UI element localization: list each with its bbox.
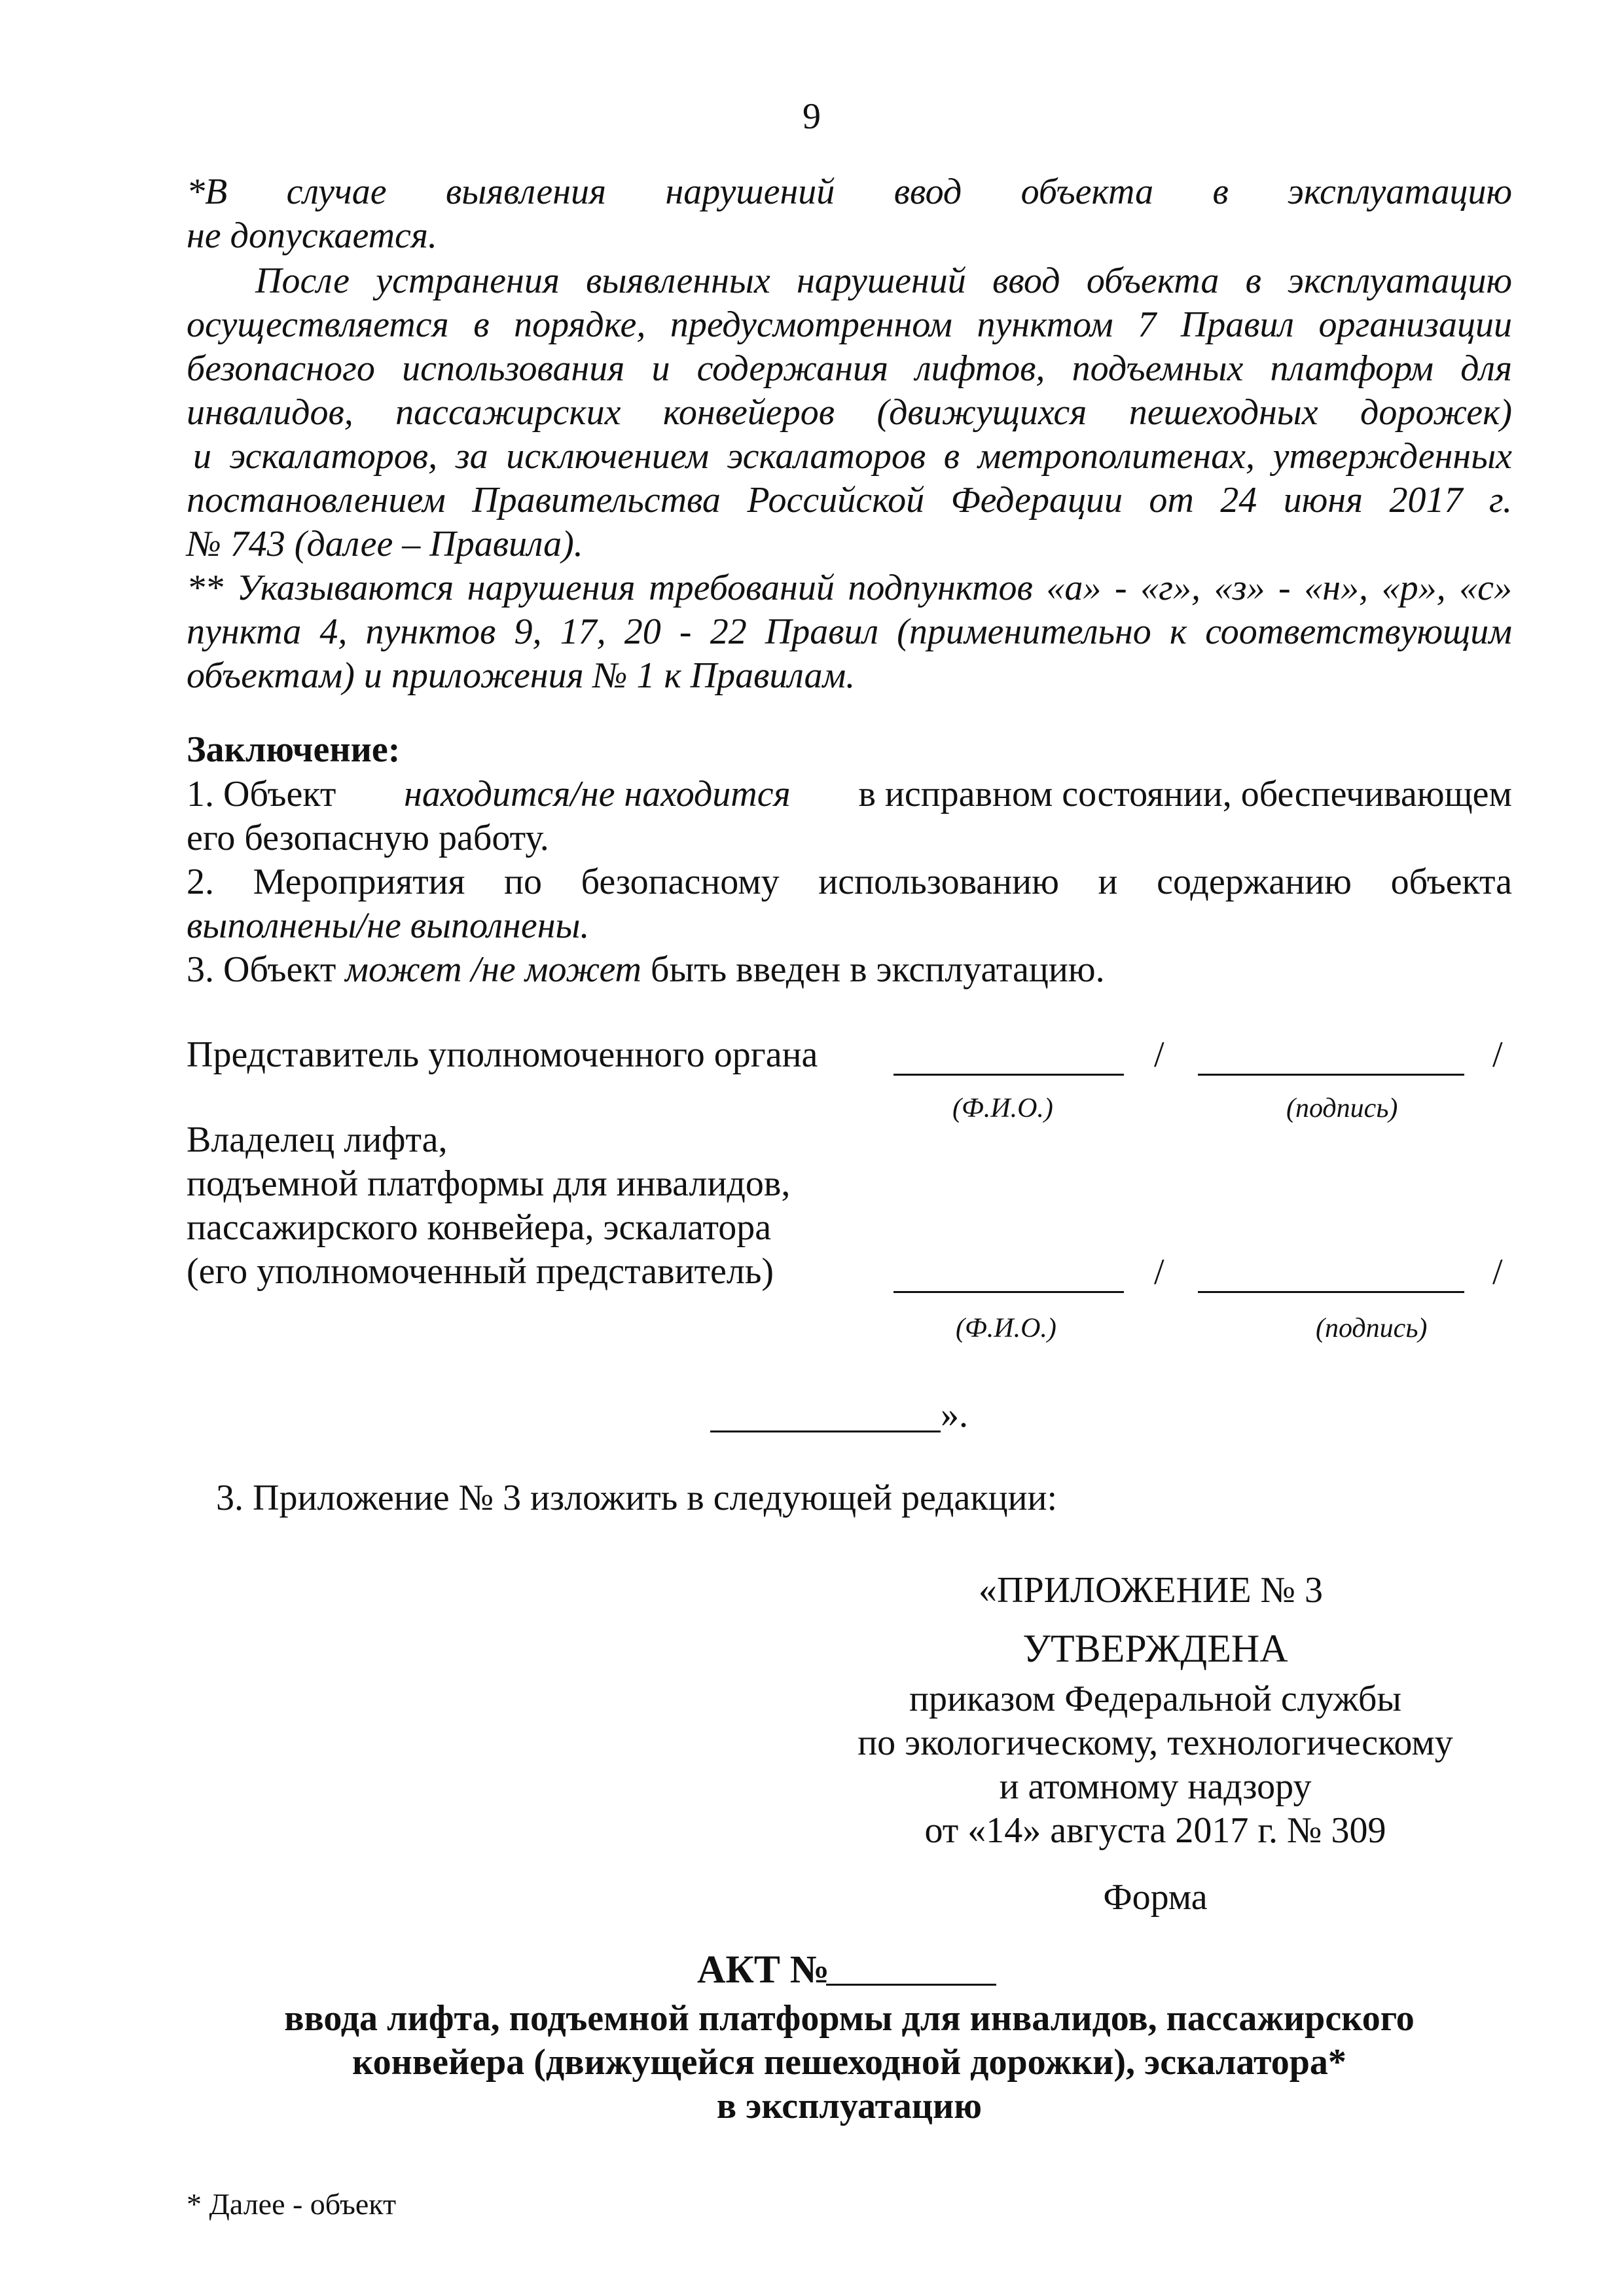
conclusion-item3 <box>187 948 1105 991</box>
item1-rest: в исправном состоянии, обеспечивающем <box>858 774 1512 814</box>
appendix-line: по экологическому, технологическому <box>857 1722 1453 1763</box>
note1-word: нарушений <box>665 172 835 212</box>
page-number: 9 <box>803 96 821 137</box>
item3-rest: быть введен в эксплуатацию. <box>651 949 1105 990</box>
appendix-line: от «14» августа 2017 г. № 309 <box>924 1810 1386 1851</box>
item3-italic: может /не может <box>345 949 641 990</box>
para2-line: После устранения выявленных нарушений ввод объекта в эксплуатацию <box>255 261 1512 301</box>
rep-label: Представитель уполномоченного органа <box>187 1034 818 1075</box>
para2-line: и эскалаторов, за исключением эскалаторов в метрополитенах, утвержденных <box>193 436 1512 477</box>
note1-word: выявления <box>446 172 607 212</box>
note1-word: *В <box>187 172 228 212</box>
closing-line[interactable] <box>710 1430 941 1432</box>
owner-line: Владелец лифта, <box>187 1120 448 1160</box>
conclusion-item2-line2: выполнены/не выполнены. <box>187 905 590 946</box>
owner-sign-caption: (подпись) <box>1316 1313 1428 1343</box>
owner-line: (его уполномоченный представитель) <box>187 1251 774 1292</box>
appendix-approved: УТВЕРЖДЕНА <box>1022 1627 1288 1670</box>
amendment-item3: 3. Приложение № 3 изложить в следующей редакции: <box>216 1478 1058 1518</box>
rep-slash-1: / <box>1154 1034 1164 1075</box>
appendix-title: «ПРИЛОЖЕНИЕ № 3 <box>979 1570 1323 1611</box>
rep-sign-caption: (подпись) <box>1286 1093 1398 1123</box>
appendix-line: и атомному надзору <box>999 1766 1312 1807</box>
owner-fio-caption: (Ф.И.О.) <box>956 1313 1056 1343</box>
note1-word: случае <box>286 172 387 212</box>
rep-fio-caption: (Ф.И.О.) <box>952 1093 1053 1123</box>
act-title-line: в эксплуатацию <box>716 2086 983 2126</box>
item1-prefix: 1. Объект <box>187 774 336 814</box>
conclusion-item1 <box>187 773 1512 816</box>
conclusion-heading: Заключение: <box>187 729 401 770</box>
act-number-label: АКТ № <box>697 1948 830 1991</box>
closing-mark: ». <box>941 1394 968 1435</box>
rep-sign-line[interactable] <box>1198 1074 1464 1076</box>
para2-line: постановлением Правительства Российской Федерации от 24 июня 2017 г. <box>187 480 1512 520</box>
owner-line: пассажирского конвейера, эскалатора <box>187 1207 772 1248</box>
item3-prefix: 3. Объект <box>187 949 336 990</box>
para2-line: осуществляется в порядке, предусмотренном пунктом 7 Правил организации <box>187 304 1512 345</box>
act-title-line: конвейера (движущейся пешеходной дорожки), эскалатора* <box>352 2042 1346 2083</box>
note1-word: эксплуатацию <box>1288 172 1512 212</box>
para2-line: безопасного использования и содержания лифтов, подъемных платформ для <box>187 348 1512 389</box>
owner-line: подъемной платформы для инвалидов, <box>187 1163 791 1204</box>
act-number-line[interactable] <box>826 1984 996 1986</box>
conclusion-item1-line2: его безопасную работу. <box>187 818 549 858</box>
appendix-form: Форма <box>1103 1877 1208 1918</box>
owner-sign-line[interactable] <box>1198 1291 1464 1293</box>
act-title-line: ввода лифта, подъемной платформы для инвалидов, пассажирского <box>284 1998 1415 2039</box>
note1-word: ввод <box>893 172 962 212</box>
conclusion-item2: 2. Мероприятия по безопасному использованию и содержанию объекта <box>187 862 1512 902</box>
rep-fio-line[interactable] <box>893 1074 1124 1076</box>
owner-fio-line[interactable] <box>893 1291 1124 1293</box>
note1-word: объекта <box>1020 172 1154 212</box>
owner-slash-2: / <box>1492 1252 1503 1292</box>
para2-line: № 743 (далее – Правила). <box>187 524 583 564</box>
note2-line: объектам) и приложения № 1 к Правилам. <box>187 655 856 696</box>
owner-slash-1: / <box>1154 1252 1164 1292</box>
note1-line1 <box>187 170 1512 213</box>
note2-line: пункта 4, пунктов 9, 17, 20 - 22 Правил (применительно к соответствующим <box>187 611 1512 652</box>
item1-italic: находится/не находится <box>404 774 791 814</box>
note1-line2: не допускается. <box>187 215 437 256</box>
footnote: * Далее - объект <box>187 2187 397 2221</box>
note1-word: в <box>1212 172 1229 212</box>
note2-line: ** Указываются нарушения требований подпунктов «а» - «г», «з» - «н», «р», «с» <box>187 568 1512 608</box>
para2-line: инвалидов, пассажирских конвейеров (движущихся пешеходных дорожек) <box>187 392 1512 433</box>
appendix-line: приказом Федеральной службы <box>909 1679 1401 1719</box>
rep-slash-2: / <box>1492 1034 1503 1075</box>
